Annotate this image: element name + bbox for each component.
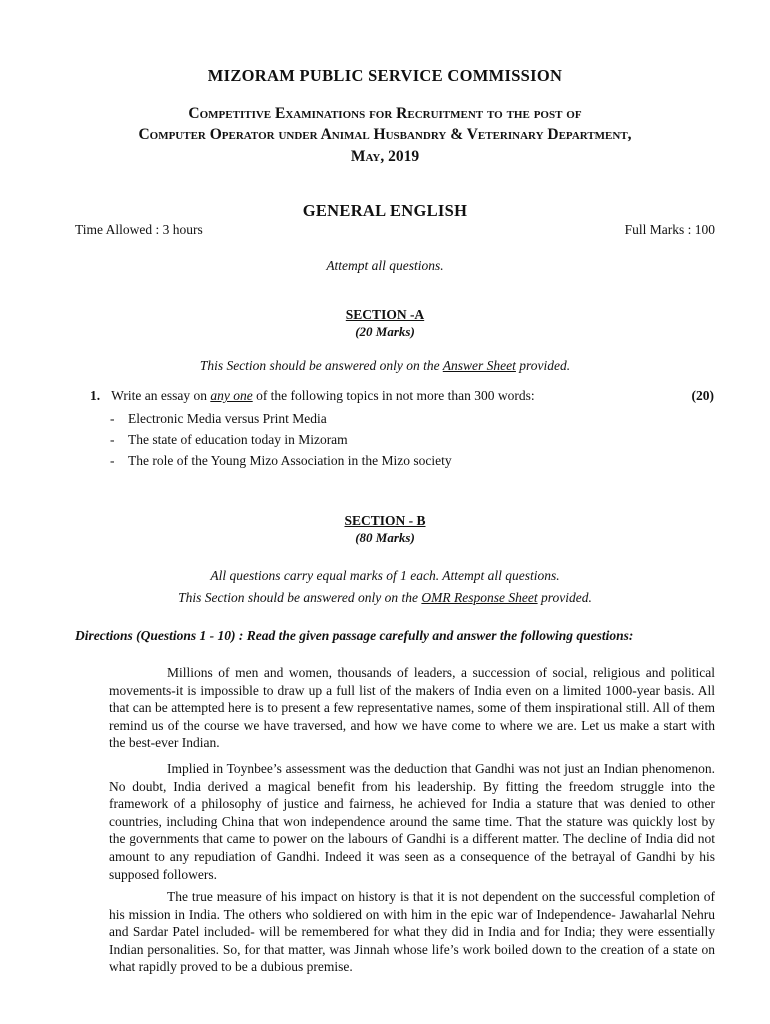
list-item: - The role of the Young Mizo Association in the Mizo society xyxy=(128,450,452,471)
instruction-text-end: provided. xyxy=(515,358,571,373)
list-item: - The state of education today in Mizoram xyxy=(128,429,452,450)
list-item: - Electronic Media versus Print Media xyxy=(128,408,452,429)
exam-date: May, 2019 xyxy=(350,148,420,165)
question-marks: (20) xyxy=(691,388,714,403)
instruction-text-end: provided. xyxy=(537,590,592,605)
passage-directions: Directions (Questions 1 - 10) : Read the given passage carefully and answer the following questions: xyxy=(75,628,634,643)
organization-title: MIZORAM PUBLIC SERVICE COMMISSION xyxy=(207,66,563,85)
section-a-marks: (20 Marks) xyxy=(355,324,415,339)
section-b-title: SECTION - B xyxy=(344,513,426,528)
time-allowed: Time Allowed : 3 hours xyxy=(75,222,203,237)
full-marks: Full Marks : 100 xyxy=(624,222,715,237)
question-text xyxy=(111,388,535,403)
question-number: 1. xyxy=(90,388,101,403)
question-text-end: of the following topics in not more than 300 words: xyxy=(252,388,535,403)
section-b-instruction-line2 xyxy=(0,590,770,606)
answer-sheet-term: Answer Sheet xyxy=(442,358,516,373)
passage-paragraph-1: Millions of men and women, thousands of leaders, a succession of social, religious and political movements-it is impossible to draw up a full list of the makers of India even on a limited 1000-year basis. All that can be attempted here is to present a few representative names, some of them inspirational still. All of them remind us of the course we have traversed, and how we have come to where we are. Let us make a start with the best-ever Indian. xyxy=(109,665,715,751)
passage-paragraph-3: The true measure of his impact on history is that it is not dependent on the successful completion of his mission in India. The others who soldiered on with him in the epic war of Independence- Jawaharlal Nehru and Sardar Patel included- will be remembered for what they did in India and for India; they were essentially Indian personalities. So, for that matter, was Jinnah whose life’s work boiled down to the creation of a state on what rapidly proved to be a dubious premise. xyxy=(109,889,715,975)
passage-paragraph-2: Implied in Toynbee’s assessment was the deduction that Gandhi was not just an Indian phenomenon. No doubt, India derived a magical benefit from his leadership. By fitting the freedom struggle into the framework of a philosophy of justice and fairness, he achieved for India a stature that was denied to other countries, including China that won independence around the same time. That the stature was quickly lost by the governments that came to power on the labours of Gandhi is a different matter. The decline of India did not amount to any repudiation of Gandhi. Indeed it was seen as a consequence of the betrayal of Gandhi by his supposed followers. xyxy=(109,761,715,882)
paper-title: GENERAL ENGLISH xyxy=(302,201,468,220)
exam-subtitle-line2: Computer Operator under Animal Husbandry & Veterinary Department, xyxy=(138,126,632,143)
question-emphasis: any one xyxy=(210,388,253,403)
section-a-instruction xyxy=(0,358,770,374)
section-a-title: SECTION -A xyxy=(345,307,425,322)
general-instruction: Attempt all questions. xyxy=(326,258,444,273)
instruction-text: This Section should be answered only on the xyxy=(199,358,443,373)
question-text-start: Write an essay on xyxy=(111,388,211,403)
section-b-marks: (80 Marks) xyxy=(355,530,415,545)
exam-subtitle-line1: Competitive Examinations for Recruitment to the post of xyxy=(188,105,582,122)
section-b-instruction-line1: All questions carry equal marks of 1 each. Attempt all questions. xyxy=(210,568,560,583)
question-1 xyxy=(90,388,720,404)
essay-topics-list xyxy=(128,408,452,471)
instruction-text: This Section should be answered only on the xyxy=(178,590,422,605)
omr-sheet-term: OMR Response Sheet xyxy=(421,590,538,605)
